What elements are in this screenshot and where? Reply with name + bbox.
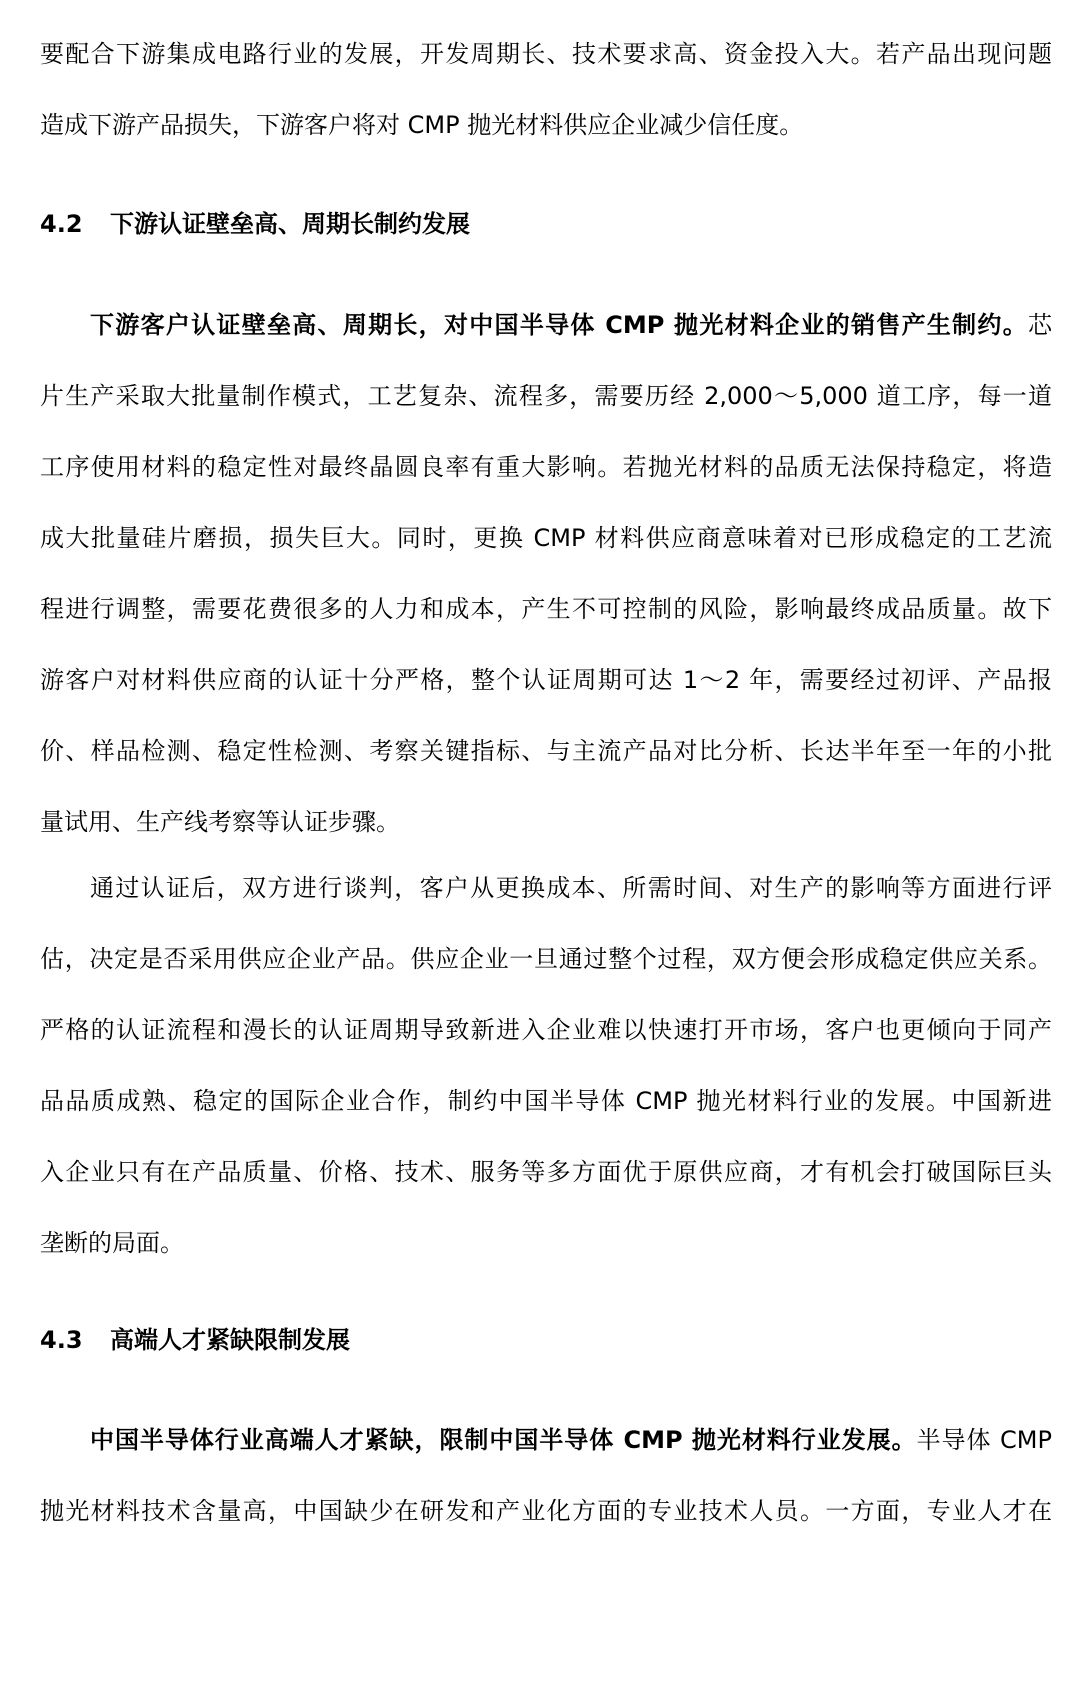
body-text-line: 片生产采取大批量制作模式，工艺复杂、流程多，需要历经 2,000～5,000 道工序，每一道 — [40, 382, 1052, 410]
body-text-line: 要配合下游集成电路行业的发展，开发周期长、技术要求高、资金投入大。若产品出现问题 — [40, 40, 1052, 68]
body-text-line: 抛光材料技术含量高，中国缺少在研发和产业化方面的专业技术人员。一方面，专业人才在 — [40, 1497, 1052, 1525]
body-text: 半导体 CMP — [916, 1426, 1052, 1454]
body-text-line: 垄断的局面。 — [40, 1229, 184, 1257]
lead-sentence: 下游客户认证壁垒高、周期长，对中国半导体 CMP 抛光材料企业的销售产生制约。 — [90, 311, 1028, 339]
lead-sentence: 中国半导体行业高端人才紧缺，限制中国半导体 CMP 抛光材料行业发展。 — [90, 1426, 917, 1454]
section-heading-4-3 — [40, 1320, 350, 1360]
body-text: 芯 — [1028, 311, 1052, 339]
body-text-line: 通过认证后，双方进行谈判，客户从更换成本、所需时间、对生产的影响等方面进行评 — [90, 874, 1052, 902]
body-text-line: 成大批量硅片磨损，损失巨大。同时，更换 CMP 材料供应商意味着对已形成稳定的工艺流 — [40, 524, 1052, 552]
body-text-line: 品品质成熟、稳定的国际企业合作，制约中国半导体 CMP 抛光材料行业的发展。中国新进 — [40, 1087, 1052, 1115]
body-text-line: 工序使用材料的稳定性对最终晶圆良率有重大影响。若抛光材料的品质无法保持稳定，将造 — [40, 453, 1052, 481]
body-text-line — [90, 305, 1052, 345]
section-heading-4-2 — [40, 204, 470, 244]
body-text-line: 价、样品检测、稳定性检测、考察关键指标、与主流产品对比分析、长达半年至一年的小批 — [40, 737, 1052, 765]
body-text-line: 游客户对材料供应商的认证十分严格，整个认证周期可达 1～2 年，需要经过初评、产品报 — [40, 666, 1052, 694]
section-number: 4.3 — [40, 1326, 83, 1354]
body-text-line: 估，决定是否采用供应企业产品。供应企业一旦通过整个过程，双方便会形成稳定供应关系。 — [40, 945, 1052, 973]
body-text-line — [90, 1420, 1052, 1460]
body-text-line: 严格的认证流程和漫长的认证周期导致新进入企业难以快速打开市场，客户也更倾向于同产 — [40, 1016, 1052, 1044]
body-text-line: 造成下游产品损失，下游客户将对 CMP 抛光材料供应企业减少信任度。 — [40, 111, 804, 139]
section-title: 下游认证壁垒高、周期长制约发展 — [110, 210, 470, 238]
section-title: 高端人才紧缺限制发展 — [110, 1326, 350, 1354]
body-text-line: 程进行调整，需要花费很多的人力和成本，产生不可控制的风险，影响最终成品质量。故下 — [40, 595, 1052, 623]
body-text-line: 入企业只有在产品质量、价格、技术、服务等多方面优于原供应商，才有机会打破国际巨头 — [40, 1158, 1052, 1186]
section-number: 4.2 — [40, 210, 83, 238]
body-text-line: 量试用、生产线考察等认证步骤。 — [40, 808, 400, 836]
